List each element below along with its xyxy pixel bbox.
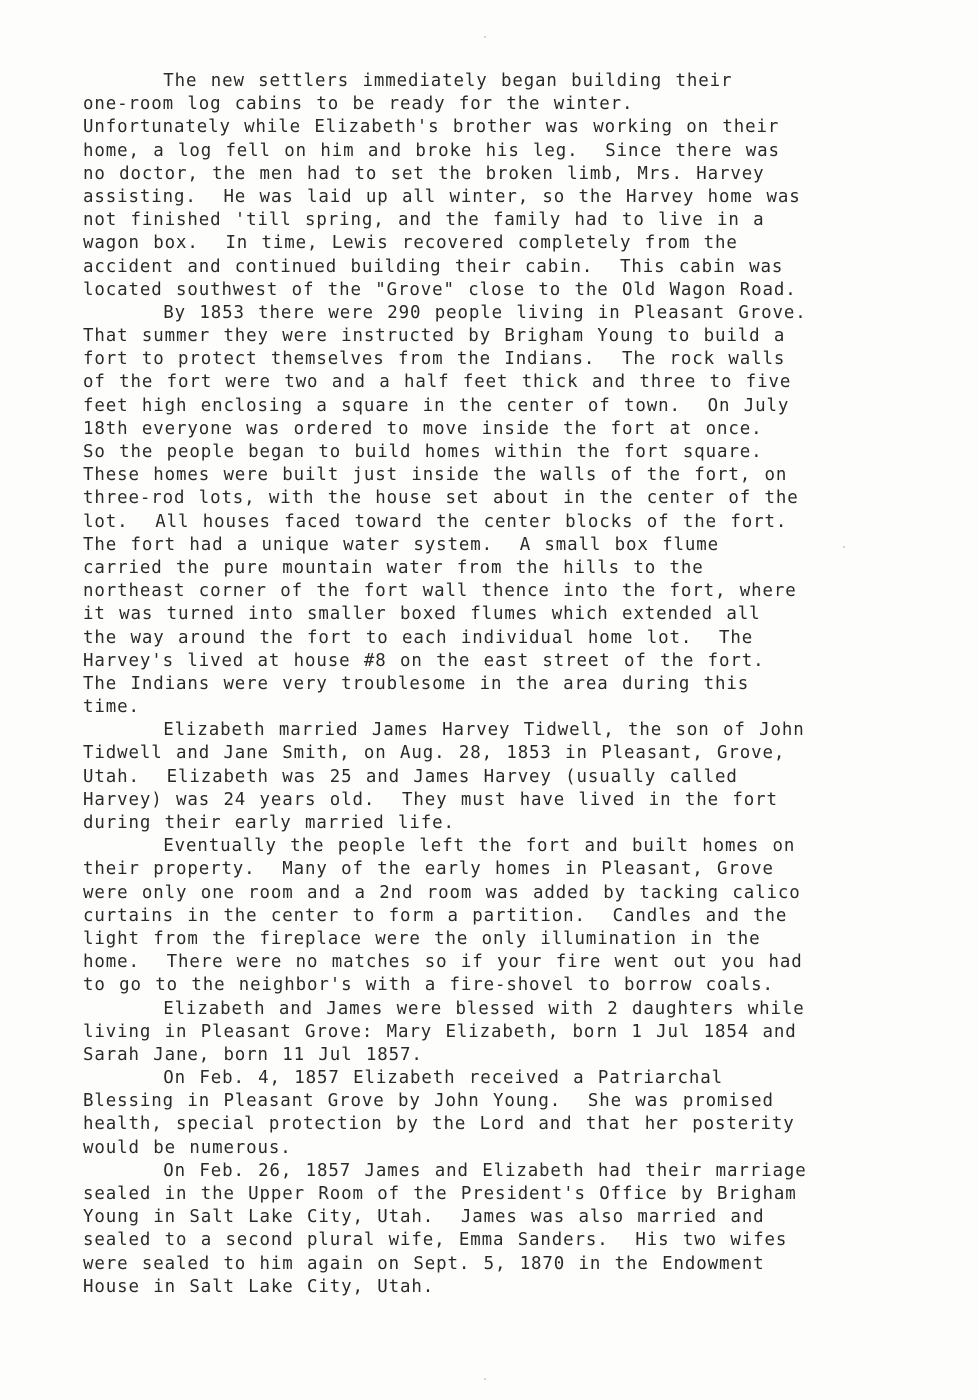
text-line: These homes were built just inside the walls of the fort, on	[83, 465, 788, 486]
text-line: to go to the neighbor's with a fire-shovel to borrow coals.	[83, 975, 774, 996]
text-line: during their early married life.	[83, 813, 455, 833]
text-line: home. There were no matches so if your fire went out you had	[83, 952, 803, 973]
text-line: House in Salt Lake City, Utah.	[83, 1276, 435, 1297]
text-line: were only one room and a 2nd room was added by tacking calico	[83, 882, 801, 903]
text-line: curtains in the center to form a partition. Candles and the	[83, 905, 788, 926]
text-line: Elizabeth and James were blessed with 2 daughters while	[83, 998, 805, 1019]
text-line: home, a log fell on him and broke his leg. Since there was	[83, 140, 780, 161]
text-line: living in Pleasant Grove: Mary Elizabeth, born 1 Jul 1854 and	[83, 1021, 797, 1042]
text-line: That summer they were instructed by Brigham Young to build a	[83, 326, 786, 347]
text-line: assisting. He was laid up all winter, so the Harvey home was	[83, 186, 801, 207]
paper-speck	[484, 36, 486, 38]
text-line: it was turned into smaller boxed flumes which extended all	[83, 604, 761, 625]
text-line: sealed in the Upper Room of the President's Office by Brigham	[83, 1184, 797, 1204]
text-line: On Feb. 26, 1857 James and Elizabeth had their marriage	[83, 1160, 807, 1181]
text-line: By 1853 there were 290 people living in Pleasant Grove.	[83, 302, 807, 323]
text-line: wagon box. In time, Lewis recovered completely from the	[83, 233, 738, 254]
text-line: Harvey) was 24 years old. They must have lived in the fort	[83, 789, 778, 810]
text-line: carried the pure mountain water from the hills to the	[83, 557, 704, 578]
text-line: Harvey's lived at house #8 on the east street of the fort.	[83, 650, 765, 671]
text-line: the way around the fort to each individual home lot. The	[83, 627, 754, 648]
text-line: time.	[83, 697, 140, 718]
text-line: The Indians were very troublesome in the area during this	[83, 673, 750, 694]
text-line: Unfortunately while Elizabeth's brother was working on their	[83, 117, 780, 138]
text-line: lot. All houses faced toward the center blocks of the fort.	[83, 511, 788, 532]
text-line: one-room log cabins to be ready for the winter.	[83, 94, 634, 115]
text-line: Sarah Jane, born 11 Jul 1857.	[83, 1044, 423, 1065]
text-line: sealed to a second plural wife, Emma Sanders. His two wifes	[83, 1230, 788, 1251]
body-text	[83, 70, 953, 1299]
text-line: not finished 'till spring, and the family had to live in a	[83, 210, 765, 231]
text-line: Elizabeth married James Harvey Tidwell, the son of John	[83, 720, 805, 741]
text-line: would be numerous.	[83, 1137, 292, 1158]
text-line: accident and continued building their cabin. This cabin was	[83, 256, 784, 277]
text-line: On Feb. 4, 1857 Elizabeth received a Patriarchal	[83, 1068, 723, 1089]
text-line: 18th everyone was ordered to move inside the fort at once.	[83, 418, 763, 439]
text-line: were sealed to him again on Sept. 5, 1870 in the Endowment	[83, 1253, 765, 1274]
text-line: Tidwell and Jane Smith, on Aug. 28, 1853 in Pleasant, Grove,	[83, 743, 786, 764]
text-line: The new settlers immediately began building their	[83, 71, 733, 91]
paper-speck	[484, 1378, 486, 1380]
text-line: The fort had a unique water system. A small box flume	[83, 534, 719, 555]
text-line: northeast corner of the fort wall thence into the fort, where	[83, 581, 797, 602]
text-line: feet high enclosing a square in the center of town. On July	[83, 395, 790, 416]
text-line: fort to protect themselves from the Indians. The rock walls	[83, 349, 786, 370]
text-line: So the people began to build homes within the fort square.	[83, 442, 763, 462]
text-line: Blessing in Pleasant Grove by John Young. She was promised	[83, 1091, 774, 1112]
text-line: their property. Many of the early homes in Pleasant, Grove	[83, 859, 774, 880]
text-line: Eventually the people left the fort and built homes on	[83, 836, 796, 857]
text-line: light from the fireplace were the only illumination in the	[83, 928, 761, 949]
text-line: Utah. Elizabeth was 25 and James Harvey (usually called	[83, 766, 738, 787]
text-line: no doctor, the men had to set the broken limb, Mrs. Harvey	[83, 163, 765, 184]
text-line: health, special protection by the Lord and that her posterity	[83, 1114, 795, 1135]
text-line: three-rod lots, with the house set about in the center of the	[83, 488, 799, 509]
text-line: of the fort were two and a half feet thick and three to five	[83, 372, 792, 393]
text-line: Young in Salt Lake City, Utah. James was also married and	[83, 1207, 765, 1228]
text-line: located southwest of the "Grove" close to the Old Wagon Road.	[83, 279, 797, 300]
